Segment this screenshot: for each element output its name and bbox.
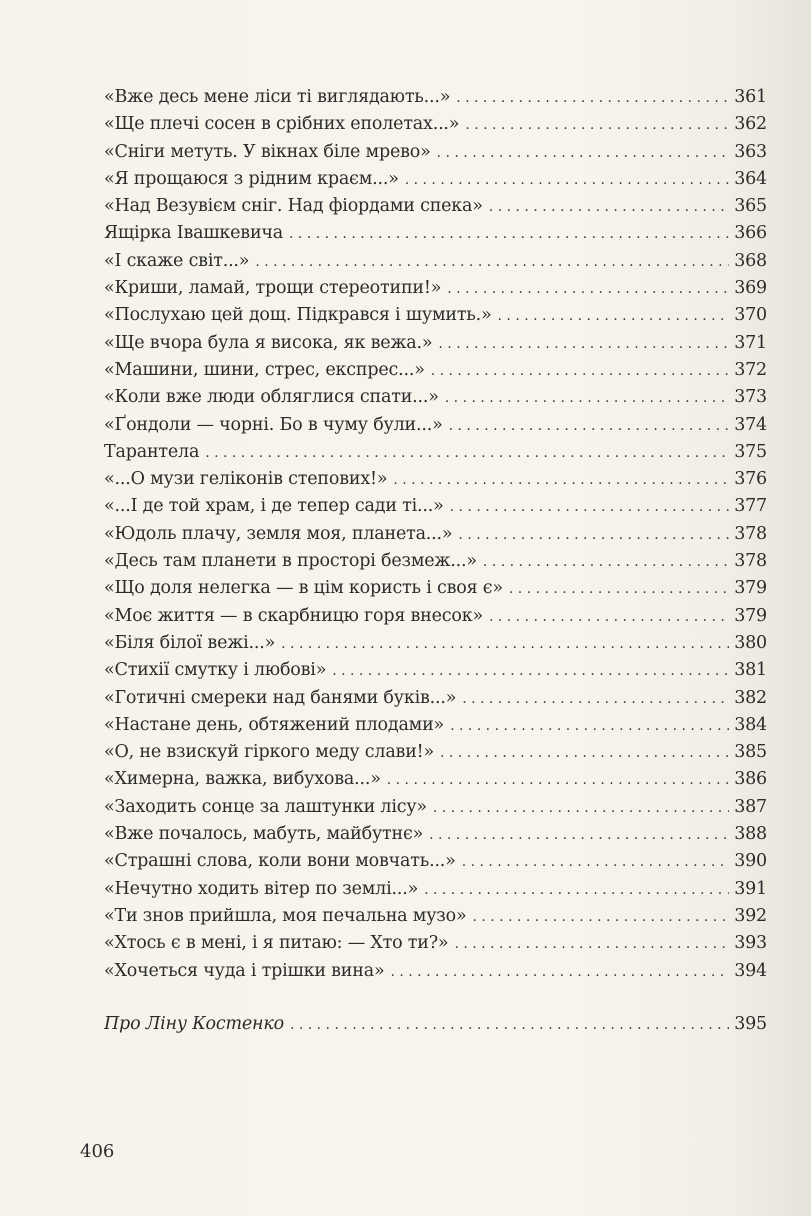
toc-entry-page: 392 xyxy=(734,905,767,926)
toc-entry-page: 387 xyxy=(734,796,767,817)
toc-entry-title: «Заходить сонце за лаштунки лісу» xyxy=(104,796,427,817)
toc-entry-appendix xyxy=(104,1011,767,1038)
dot-leader xyxy=(290,1012,729,1038)
toc-entry-title: «І скаже світ...» xyxy=(104,250,250,271)
toc-entry-page: 370 xyxy=(734,305,767,326)
dot-leader xyxy=(456,85,729,111)
dot-leader xyxy=(450,713,729,739)
dot-leader xyxy=(332,658,729,684)
toc-entry-page: 361 xyxy=(734,87,767,107)
toc-entry-title: «Над Везувієм сніг. Над фіордами спека» xyxy=(104,196,483,217)
toc-entry-page: 379 xyxy=(734,605,767,626)
toc-entry xyxy=(104,302,767,329)
toc-entry xyxy=(104,275,767,302)
toc-entry xyxy=(104,958,767,985)
dot-leader xyxy=(509,576,729,602)
toc-entry-title: «Ґондоли — чорні. Бо в чуму були...» xyxy=(104,414,443,435)
dot-leader xyxy=(429,822,729,848)
toc-entry xyxy=(104,493,767,520)
toc-entry-title: «Десь там планети в просторі безмеж...» xyxy=(104,551,477,572)
toc-entry xyxy=(104,166,767,193)
toc-entry xyxy=(104,794,767,821)
toc-entry-title: «Хочеться чуда і трішки вина» xyxy=(104,960,385,981)
dot-leader xyxy=(387,767,729,793)
dot-leader xyxy=(205,440,729,466)
toc-entry-page: 366 xyxy=(734,223,767,244)
toc-entry xyxy=(104,248,767,275)
toc-entry xyxy=(104,193,767,220)
toc-entry-title: «Нечутно ходить вітер по землі...» xyxy=(104,878,419,899)
dot-leader xyxy=(450,494,729,520)
toc-entry-page: 372 xyxy=(734,359,767,380)
toc-entry-title: «...І де той храм, і де тепер сади ті...» xyxy=(104,496,444,517)
toc-entry-title: «Вже десь мене ліси ті виглядають...» xyxy=(104,87,451,107)
toc-entry-title: «Я прощаюся з рідним краєм...» xyxy=(104,168,399,189)
toc-entry xyxy=(104,657,767,684)
dot-leader xyxy=(390,959,729,985)
toc-entry-title: «Моє життя — в скарбницю горя внесок» xyxy=(104,605,483,626)
toc-entry xyxy=(104,603,767,630)
toc-entry-title: «Криши, ламай, трощи стереотипи!» xyxy=(104,278,442,299)
toc-entry xyxy=(104,903,767,930)
toc-entry-title: «Ще вчора була я висока, як вежа.» xyxy=(104,332,433,353)
toc-entry xyxy=(104,739,767,766)
toc-entry xyxy=(104,330,767,357)
toc-entry xyxy=(104,521,767,548)
toc-entry xyxy=(104,876,767,903)
toc-entry xyxy=(104,84,767,111)
dot-leader xyxy=(489,604,729,630)
toc-entry-page: 373 xyxy=(734,387,767,408)
dot-leader xyxy=(437,140,729,166)
dot-leader xyxy=(255,249,729,275)
table-of-contents xyxy=(104,84,767,1038)
dot-leader xyxy=(462,849,729,875)
toc-entry xyxy=(104,466,767,493)
toc-entry-page: 378 xyxy=(734,523,767,544)
toc-entry-page: 374 xyxy=(734,414,767,435)
toc-entry-title: «Сніги метуть. У вікнах біле мрево» xyxy=(104,141,431,162)
toc-entry-title: «Що доля нелегка — в цім користь і своя є» xyxy=(104,578,503,599)
toc-entry-title: «Стихії смутку і любові» xyxy=(104,660,327,681)
toc-entry-title: «Послухаю цей дощ. Підкрався і шумить.» xyxy=(104,305,492,326)
toc-entry xyxy=(104,821,767,848)
toc-entry-page: 371 xyxy=(734,332,767,353)
toc-entry-page: 384 xyxy=(734,714,767,735)
toc-entry-page: 368 xyxy=(734,250,767,271)
toc-entry-title: Тарантела xyxy=(104,441,200,462)
toc-entry xyxy=(104,357,767,384)
toc-entry-page: 378 xyxy=(734,551,767,572)
toc-entry-page: 364 xyxy=(734,168,767,189)
dot-leader xyxy=(454,931,729,957)
toc-entry-page: 382 xyxy=(734,687,767,708)
toc-entry-title: Про Ліну Костенко xyxy=(104,1013,284,1034)
toc-entry-page: 381 xyxy=(734,660,767,681)
dot-leader xyxy=(498,303,729,329)
toc-entry-page: 376 xyxy=(734,469,767,490)
dot-leader xyxy=(465,112,729,138)
dot-leader xyxy=(447,276,729,302)
toc-entry-page: 385 xyxy=(734,742,767,763)
toc-entry-page: 362 xyxy=(734,114,767,135)
toc-entry-page: 394 xyxy=(734,960,767,981)
dot-leader xyxy=(405,167,729,193)
toc-entry-title: «Готичні смереки над банями буків...» xyxy=(104,687,457,708)
dot-leader xyxy=(483,549,729,575)
toc-entry-title: «Машини, шини, стрес, експрес...» xyxy=(104,359,425,380)
toc-entry-title: Ящірка Івашкевича xyxy=(104,223,284,244)
dot-leader xyxy=(281,631,729,657)
toc-entry-title: «Ще плечі сосен в срібних еполетах...» xyxy=(104,114,460,135)
dot-leader xyxy=(393,467,729,493)
toc-entry xyxy=(104,139,767,166)
toc-entry-title: «Ти знов прийшла, моя печальна музо» xyxy=(104,905,467,926)
toc-entry-page: 388 xyxy=(734,824,767,845)
toc-entry-title: «Химерна, важка, вибухова...» xyxy=(104,769,381,790)
toc-entry xyxy=(104,766,767,793)
dot-leader xyxy=(462,686,729,712)
dot-leader xyxy=(431,358,729,384)
dot-leader xyxy=(433,795,729,821)
toc-entry xyxy=(104,930,767,957)
toc-entry-title: «Біля білої вежі...» xyxy=(104,632,276,653)
toc-entry-title: «Юдоль плачу, земля моя, планета...» xyxy=(104,523,453,544)
toc-entry-page: 380 xyxy=(734,632,767,653)
toc-entry xyxy=(104,439,767,466)
dot-leader xyxy=(440,740,729,766)
toc-entry xyxy=(104,412,767,439)
toc-entry-page: 369 xyxy=(734,278,767,299)
toc-entry-title: «Страшні слова, коли вони мовчать...» xyxy=(104,851,456,872)
toc-entry-page: 379 xyxy=(734,578,767,599)
dot-leader xyxy=(424,877,729,903)
toc-entry-page: 395 xyxy=(734,1013,767,1034)
toc-entry xyxy=(104,384,767,411)
toc-entry-page: 391 xyxy=(734,878,767,899)
toc-entry xyxy=(104,712,767,739)
toc-entry-page: 365 xyxy=(734,196,767,217)
toc-entry xyxy=(104,575,767,602)
dot-leader xyxy=(458,522,729,548)
toc-entry-page: 390 xyxy=(734,851,767,872)
toc-entry-page: 393 xyxy=(734,933,767,954)
section-spacer xyxy=(104,985,767,1011)
toc-entry-title: «...О музи геліконів степових!» xyxy=(104,469,388,490)
toc-entry xyxy=(104,548,767,575)
toc-entry xyxy=(104,848,767,875)
toc-entry-page: 377 xyxy=(734,496,767,517)
toc-entry-page: 363 xyxy=(734,141,767,162)
dot-leader xyxy=(489,194,729,220)
toc-entry xyxy=(104,685,767,712)
dot-leader xyxy=(445,385,729,411)
dot-leader xyxy=(449,413,729,439)
toc-entry-title: «О, не взискуй гіркого меду слави!» xyxy=(104,742,435,763)
toc-entry-page: 375 xyxy=(734,441,767,462)
dot-leader xyxy=(438,331,729,357)
toc-entry xyxy=(104,630,767,657)
page-number: 406 xyxy=(80,1141,115,1162)
toc-entry xyxy=(104,111,767,138)
toc-entry-title: «Настане день, обтяжений плодами» xyxy=(104,714,445,735)
toc-entry-page: 386 xyxy=(734,769,767,790)
dot-leader xyxy=(289,221,729,247)
toc-entry-title: «Вже почалось, мабуть, майбутнє» xyxy=(104,824,424,845)
dot-leader xyxy=(472,904,729,930)
toc-entry xyxy=(104,220,767,247)
toc-entry-title: «Хтось є в мені, і я питаю: — Хто ти?» xyxy=(104,933,449,954)
toc-entry-title: «Коли вже люди обляглися спати...» xyxy=(104,387,439,408)
